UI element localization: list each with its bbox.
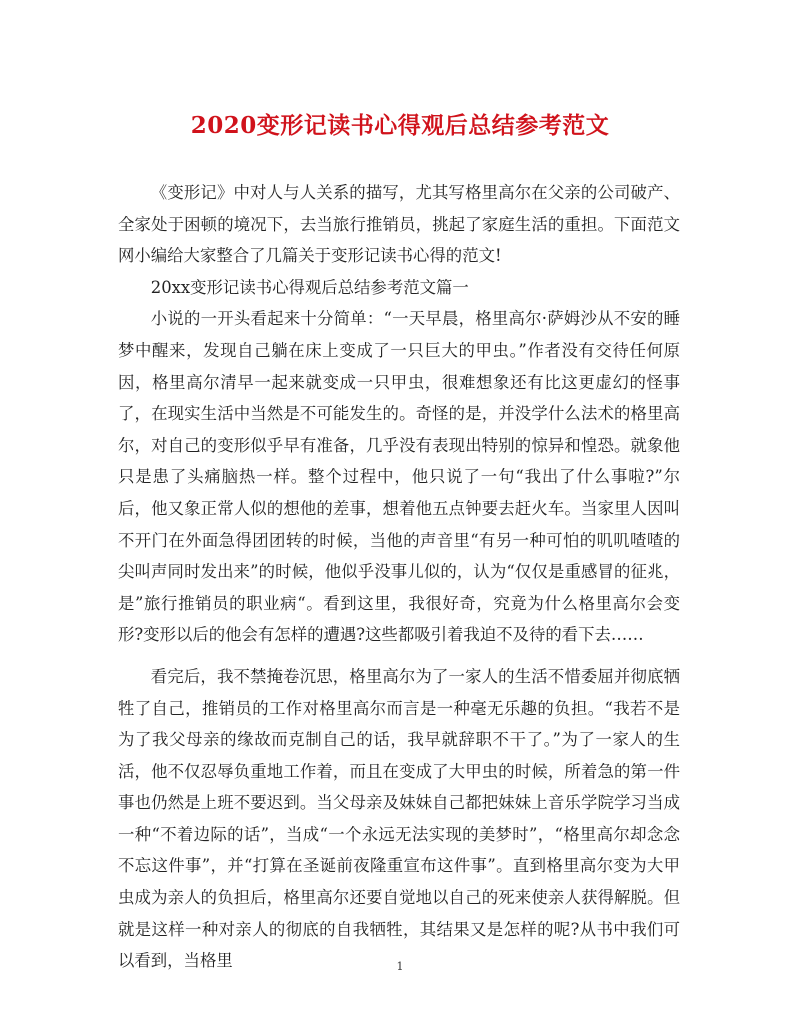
document-title: 2020变形记读书心得观后总结参考范文 (190, 112, 610, 139)
document-body (118, 177, 680, 977)
paragraph-section-heading: 20xx变形记读书心得观后总结参考范文篇一 (150, 277, 469, 297)
page-number: 1 (396, 960, 404, 973)
paragraph-reflection: 看完后，我不禁掩卷沉思，格里高尔为了一家人的生活不惜委屈并彻底牺牲了自己，推销员的工作对格里高尔而言是一种毫无乐趣的负担。“我若不是为了我父母亲的缘故而克制自己的话，我早就辞职不干了。”为了一家人的生活，他不仅忍辱负重地工作着，而且在变成了大甲虫的时候，所着急的第一件事也仍然是上班不要迟到。当父母亲及妹妹自己都把妹妹上音乐学院学习当成一种“不着边际的话”，当成“一个永远无法实现的美梦时”，“格里高尔却念念不忘这件事”，并“打算在圣诞前夜隆重宣布这件事”。直到格里高尔变为大甲虫成为亲人的负担后，格里高尔还要自觉地以自己的死来使亲人获得解脱。但就是这样一种对亲人的彻底的自我牺牲，其结果又是怎样的呢?从书中我们可以看到，当格里 (118, 666, 680, 971)
paragraph-intro: 《变形记》中对人与人关系的描写，尤其写格里高尔在父亲的公司破产、全家处于困顿的境况下，去当旅行推销员，挑起了家庭生活的重担。下面范文网小编给大家整合了几篇关于变形记读书心得的范文! (118, 183, 680, 266)
paragraph-story-opening: 小说的一开头看起来十分简单：“一天早晨，格里高尔·萨姆沙从不安的睡梦中醒来，发现自己躺在床上变成了一只巨大的甲虫。”作者没有交待任何原因，格里高尔清早一起来就变成一只甲虫，很难想象还有比这更虚幻的怪事了，在现实生活中当然是不可能发生的。奇怪的是，并没学什么法术的格里高尔，对自己的变形似乎早有准备，几乎没有表现出特别的惊异和惶恐。就象他只是患了头痛脑热一样。整个过程中，他只说了一句“我出了什么事啦?”尔后，他又象正常人似的想他的差事，想着他五点钟要去赶火车。当家里人因叫不开门在外面急得团团转的时候，当他的声音里“有另一种可怕的叽叽喳喳的尖叫声同时发出来”的时候，他似乎没事儿似的，认为“仅仅是重感冒的征兆，是”旅行推销员的职业病“。看到这里，我很好奇，究竟为什么格里高尔会变形?变形以后的他会有怎样的遭遇?这些都吸引着我迫不及待的看下去…… (118, 309, 680, 645)
